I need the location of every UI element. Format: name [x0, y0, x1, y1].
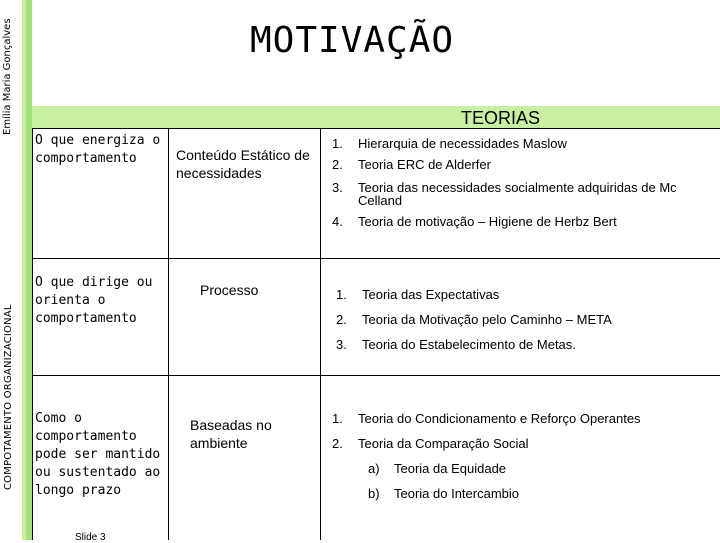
- category-cell: Processo: [200, 282, 259, 298]
- question-cell: O que energiza o comportamento: [35, 133, 161, 166]
- department-label: COMPOTAMENTO ORGANIZACIONAL: [3, 304, 14, 490]
- item-text: Teoria ERC de Alderfer: [358, 157, 491, 172]
- item-number: 3.: [332, 180, 343, 195]
- page-title: MOTIVAÇÃO: [250, 20, 455, 61]
- item-number: 1.: [332, 411, 343, 426]
- item-number: 4.: [332, 214, 343, 229]
- grid-line: [168, 128, 169, 540]
- grid-line: [32, 375, 720, 376]
- item-text: Teoria da Motivação pelo Caminho – META: [362, 312, 612, 327]
- slide-number: Slide 3: [75, 532, 106, 543]
- item-text: Hierarquia de necessidades Maslow: [358, 136, 567, 151]
- item-number: 3.: [336, 337, 347, 352]
- item-text: Teoria de motivação – Higiene de Herbz Bert: [358, 214, 617, 229]
- item-number: b): [368, 486, 380, 501]
- item-number: 2.: [332, 436, 343, 451]
- item-number: 2.: [332, 157, 343, 172]
- question-cell: Como o comportamento pode ser mantido ou sustentado ao longo prazo: [35, 411, 161, 498]
- section-header: TEORIAS: [460, 108, 540, 128]
- item-text: Teoria do Condicionamento e Reforço Operantes: [358, 411, 641, 426]
- grid-line: [320, 128, 321, 540]
- grid-line: [32, 258, 720, 259]
- section-header-band: [32, 106, 720, 128]
- item-text: Teoria da Comparação Social: [358, 436, 529, 451]
- item-text: Teoria do Estabelecimento de Metas.: [362, 337, 576, 352]
- item-number: a): [368, 461, 380, 476]
- item-number: 2.: [336, 312, 347, 327]
- question-cell: O que dirige ou orienta o comportamento: [35, 275, 153, 326]
- category-cell: Conteúdo Estático de necessidades: [176, 147, 310, 181]
- grid-line: [32, 128, 720, 129]
- item-number: 1.: [332, 136, 343, 151]
- grid-line: [32, 128, 33, 540]
- item-number: 1.: [336, 287, 347, 302]
- item-text: Teoria do Intercambio: [394, 486, 520, 501]
- item-text: Teoria da Equidade: [394, 461, 507, 476]
- item-text: Teoria das necessidades socialmente adquiridas de Mc Celland: [358, 180, 677, 208]
- category-cell: Baseadas no ambiente: [190, 417, 272, 451]
- author-label: Emília Maria Gonçalves: [2, 18, 13, 135]
- item-text: Teoria das Expectativas: [362, 287, 500, 302]
